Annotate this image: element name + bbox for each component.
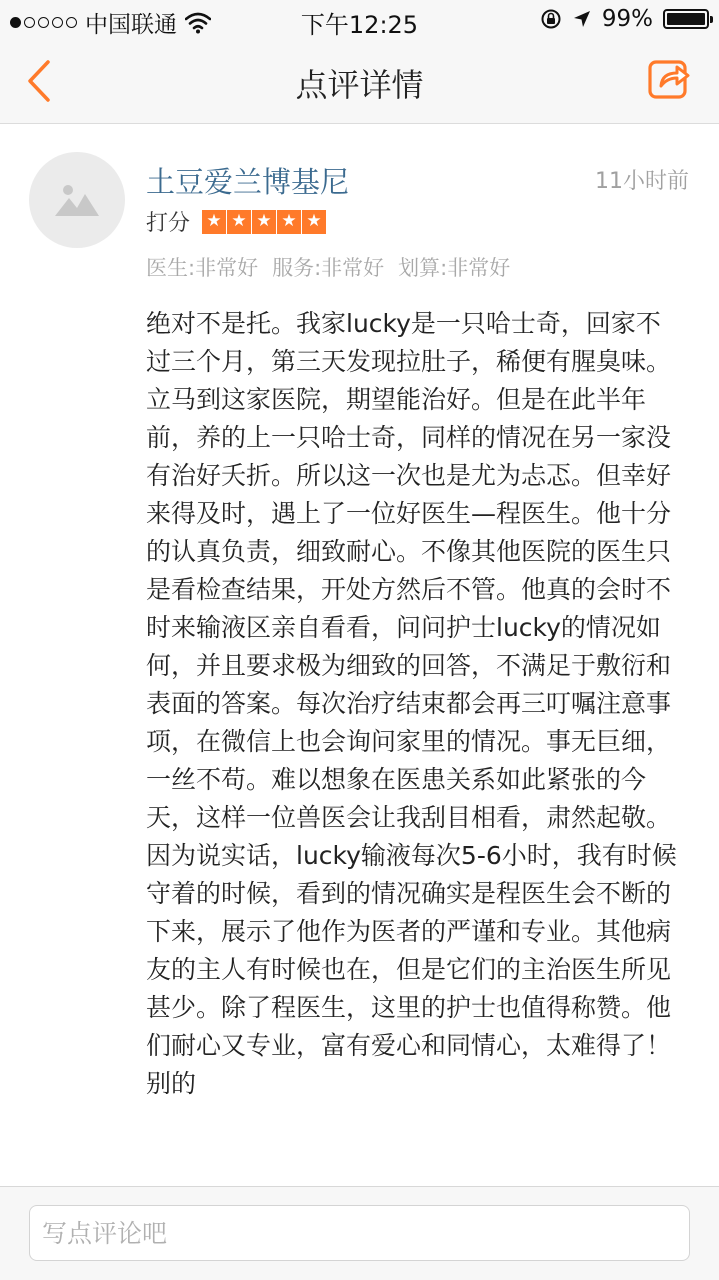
sub-score-service: 服务:非常好 <box>272 256 385 280</box>
carrier-name: 中国联通 <box>85 12 177 38</box>
status-time: 下午12:25 <box>300 11 419 39</box>
review-time: 11小时前 <box>595 169 689 194</box>
page-title: 点评详情 <box>295 66 424 104</box>
review-content: 绝对不是托。我家lucky是一只哈士奇，回家不过三个月，第三天发现拉肚子，稀便有腥臭味。立马到这家医院，期望能治好。但是在此半年前，养的上一只哈士奇，同样的情况在另一家没有治好夭折。所以这一次也是尤为忐忑。但幸好来得及时，遇上了一位好医生—程医生。他十分的认真负责，细致耐心。不像其他医院的医生只是看检查结果，开处方然后不管。他真的会时不时来输液区亲自看看，问问护士lucky的情况如何，并且要求极为细致的回答，不满足于敷衍和表面的答案。每次治疗结束都会再三叮嘱注意事项，在微信上也会询问家里的情况。事无巨细，一丝不苟。难以想象在医患关系如此紧张的今天，这样一位兽医会让我刮目相看，肃然起敬。因为说实话，lucky输液每次5-6小时，我有时候守着的时候，看到的情况确实是程医生会不断的下来，展示了他作为医者的严谨和专业。其他病友的主人有时候也在，但是它们的主治医生所见甚少。除了程医生，这里的护士也值得称赞。他们耐心又专业，富有爱心和同情心，太难得了！别的 <box>146 309 677 1098</box>
status-bar <box>0 0 719 40</box>
battery-percent: 99% <box>601 6 653 32</box>
star-icon: ★ <box>302 210 326 234</box>
star-icon: ★ <box>227 210 251 234</box>
battery-icon <box>663 9 709 29</box>
status-right <box>540 6 709 32</box>
star-icon: ★ <box>252 210 276 234</box>
user-name[interactable]: 土豆爱兰博基尼 <box>146 165 350 199</box>
sub-scores <box>146 252 510 282</box>
rating-row <box>146 206 327 237</box>
comment-bar <box>0 1186 719 1280</box>
location-arrow-icon <box>572 9 592 29</box>
nav-bar <box>0 40 719 124</box>
share-icon[interactable] <box>647 56 691 100</box>
avatar[interactable] <box>29 152 125 248</box>
star-icon: ★ <box>277 210 301 234</box>
sub-score-doctor: 医生:非常好 <box>146 256 259 280</box>
battery-fill <box>667 13 705 25</box>
comment-input[interactable] <box>29 1205 690 1261</box>
star-rating <box>202 210 327 234</box>
image-placeholder-icon <box>55 182 99 218</box>
rating-label: 打分 <box>146 211 191 236</box>
orientation-lock-icon <box>540 8 562 30</box>
sub-score-value: 划算:非常好 <box>398 256 511 280</box>
star-icon: ★ <box>202 210 226 234</box>
